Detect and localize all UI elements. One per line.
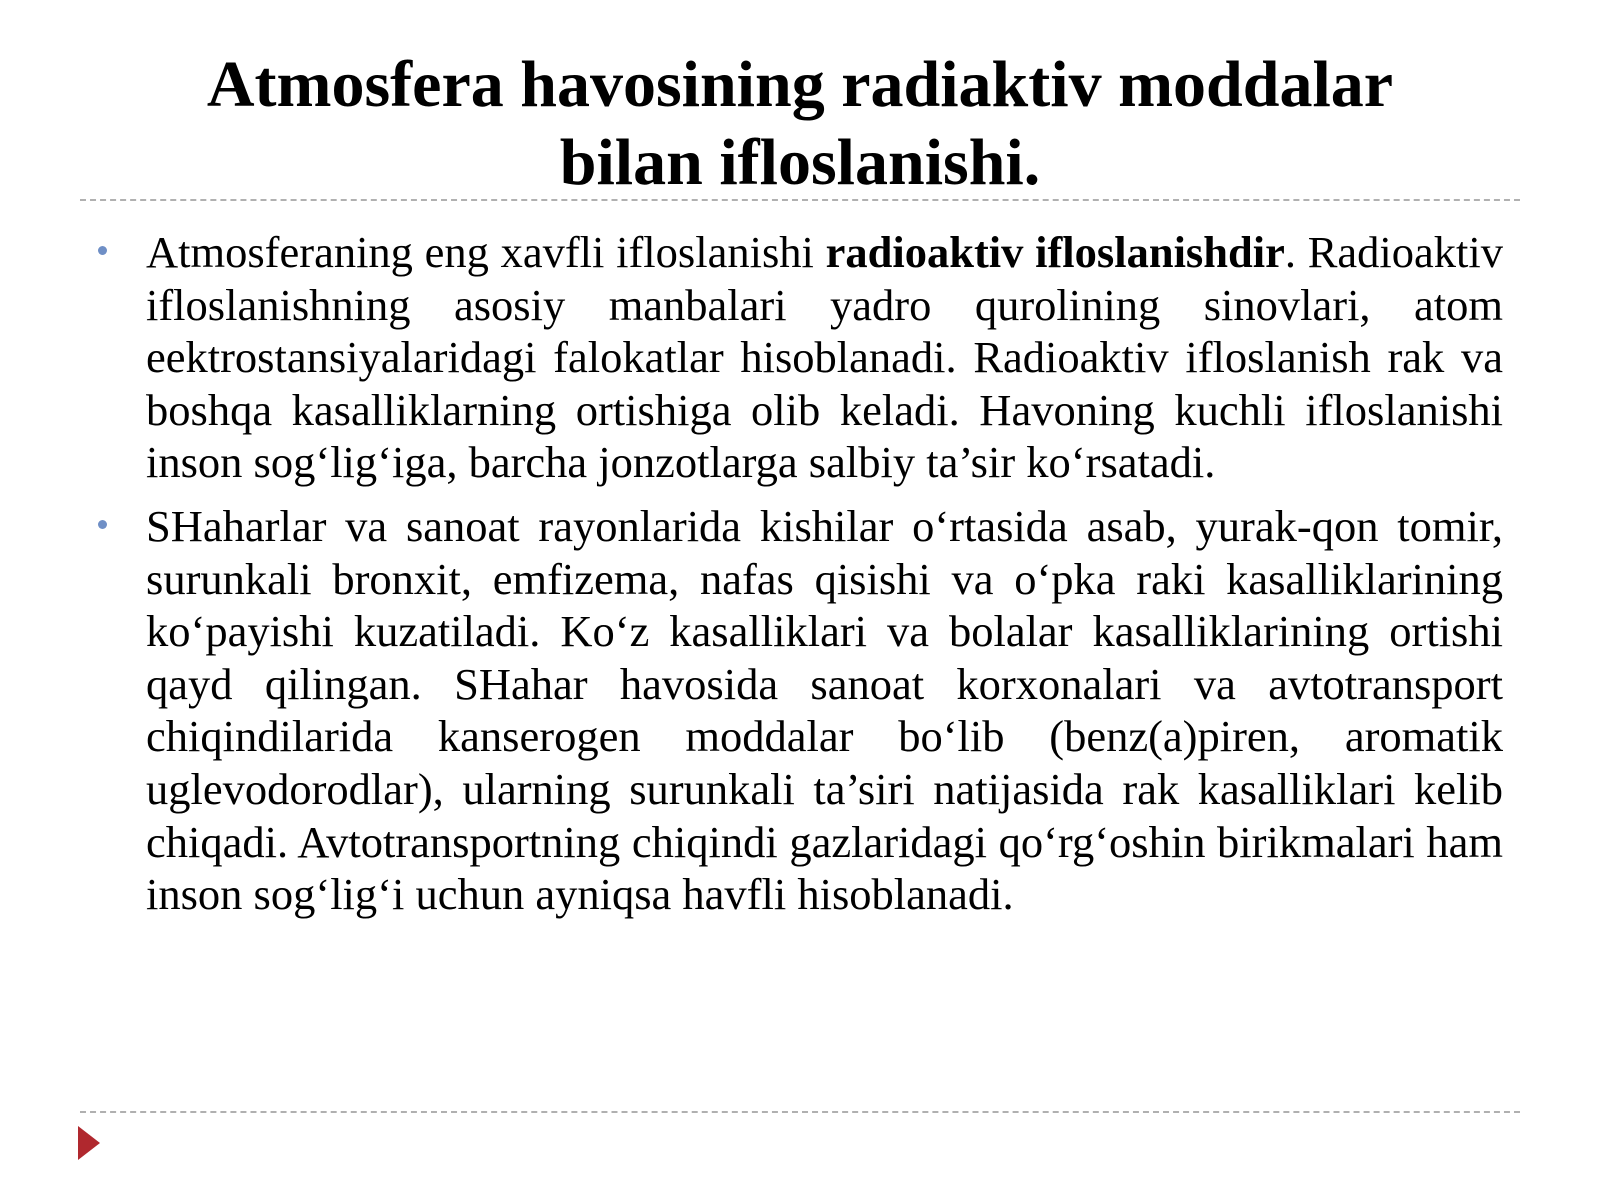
bullet-item-city-diseases bbox=[90, 500, 1503, 921]
top-divider bbox=[80, 199, 1520, 201]
bullet-text-rest: . Radioaktiv ifloslanishning asosiy manbalari yadro qurolining sinovlari, atom eektrostansiyalaridagi falokatlar hisoblanadi. Radioaktiv ifloslanish rak va boshqa kasalliklarning ortishiga olib keladi. Havoning kuchli ifloslanishi inson sog‘lig‘iga, barcha jonzotlarga salbiy ta’sir ko‘rsatadi. bbox=[146, 227, 1503, 488]
slide-title bbox=[80, 46, 1520, 202]
bullet-dot-icon bbox=[98, 246, 107, 255]
slide-title-line-1: Atmosfera havosining radiaktiv moddalar bbox=[206, 48, 1394, 121]
bullet-dot-icon bbox=[98, 520, 107, 529]
bullet-text: SHaharlar va sanoat rayonlarida kishilar o‘rtasida asab, yurak-qon tomir, surunkali bronxit, emfizema, nafas qisishi va o‘pka raki kasalliklarining ko‘payishi kuzatiladi. Ko‘z kasalliklari va bolalar kasalliklarining ortishi qayd qilingan. SHahar havosida sanoat korxonalari va avtotransport chiqindilarida kanserogen moddalar bo‘lib (benz(a)piren, aromatik uglevodorodlar), ularning surunkali ta’siri natijasida rak kasalliklari kelib chiqadi. Avtotransportning chiqindi gazlaridagi qo‘rg‘oshin birikmalari ham inson sog‘lig‘i uchun ayniqsa havfli hisoblanadi. bbox=[146, 500, 1503, 920]
triangle-right-icon[interactable] bbox=[78, 1126, 100, 1160]
bullet-text-start: Atmosferaning eng xavfli ifloslanishi bbox=[146, 227, 826, 277]
bottom-divider bbox=[80, 1111, 1520, 1113]
slide-title-line-2: bilan ifloslanishi. bbox=[559, 126, 1041, 199]
bullet-list bbox=[90, 226, 1503, 932]
bullet-item-radioactive-pollution bbox=[90, 226, 1503, 489]
bullet-bold-term: radioaktiv ifloslanishdir bbox=[825, 227, 1285, 277]
